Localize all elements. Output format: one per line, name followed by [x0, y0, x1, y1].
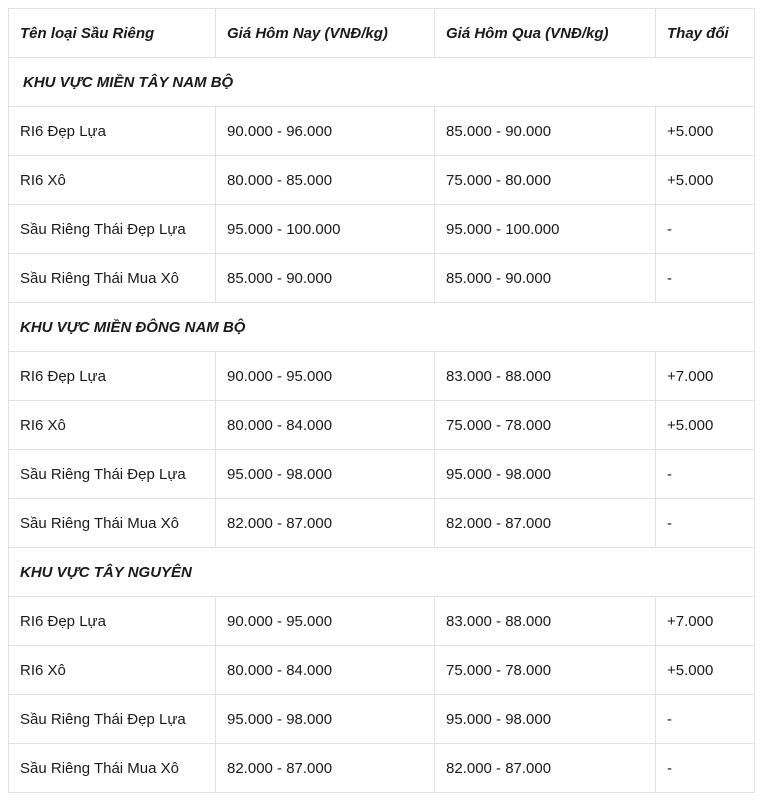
- region-title: KHU VỰC TÂY NGUYÊN: [9, 548, 755, 597]
- yesterday-price: 83.000 - 88.000: [435, 597, 656, 646]
- yesterday-price: 85.000 - 90.000: [435, 254, 656, 303]
- price-change: -: [656, 695, 755, 744]
- table-row: [9, 744, 755, 793]
- durian-name: RI6 Xô: [9, 646, 216, 695]
- header-yesterday-price: Giá Hôm Qua (VNĐ/kg): [435, 9, 656, 58]
- yesterday-price: 82.000 - 87.000: [435, 744, 656, 793]
- price-change: +5.000: [656, 156, 755, 205]
- durian-name: Sầu Riêng Thái Đẹp Lựa: [9, 695, 216, 744]
- price-change: -: [656, 254, 755, 303]
- table-row: [9, 401, 755, 450]
- yesterday-price: 75.000 - 78.000: [435, 646, 656, 695]
- today-price: 85.000 - 90.000: [216, 254, 435, 303]
- header-name: Tên loại Sầu Riêng: [9, 9, 216, 58]
- today-price: 82.000 - 87.000: [216, 744, 435, 793]
- price-change: +5.000: [656, 107, 755, 156]
- table-row: [9, 646, 755, 695]
- durian-name: RI6 Đẹp Lựa: [9, 352, 216, 401]
- yesterday-price: 95.000 - 98.000: [435, 695, 656, 744]
- price-change: -: [656, 450, 755, 499]
- table-row: [9, 450, 755, 499]
- header-change: Thay đổi: [656, 9, 755, 58]
- yesterday-price: 95.000 - 98.000: [435, 450, 656, 499]
- yesterday-price: 75.000 - 80.000: [435, 156, 656, 205]
- table-row: [9, 254, 755, 303]
- today-price: 95.000 - 98.000: [216, 450, 435, 499]
- yesterday-price: 82.000 - 87.000: [435, 499, 656, 548]
- durian-name: RI6 Đẹp Lựa: [9, 107, 216, 156]
- durian-price-table: [8, 8, 755, 793]
- yesterday-price: 75.000 - 78.000: [435, 401, 656, 450]
- today-price: 82.000 - 87.000: [216, 499, 435, 548]
- price-change: +5.000: [656, 401, 755, 450]
- today-price: 90.000 - 95.000: [216, 352, 435, 401]
- durian-name: Sầu Riêng Thái Đẹp Lựa: [9, 205, 216, 254]
- region-row: [9, 303, 755, 352]
- price-change: +5.000: [656, 646, 755, 695]
- header-today-price: Giá Hôm Nay (VNĐ/kg): [216, 9, 435, 58]
- table-row: [9, 107, 755, 156]
- durian-name: Sầu Riêng Thái Mua Xô: [9, 499, 216, 548]
- yesterday-price: 85.000 - 90.000: [435, 107, 656, 156]
- price-change: -: [656, 205, 755, 254]
- price-change: +7.000: [656, 597, 755, 646]
- durian-name: RI6 Xô: [9, 401, 216, 450]
- table-row: [9, 205, 755, 254]
- today-price: 95.000 - 100.000: [216, 205, 435, 254]
- price-change: -: [656, 499, 755, 548]
- yesterday-price: 83.000 - 88.000: [435, 352, 656, 401]
- yesterday-price: 95.000 - 100.000: [435, 205, 656, 254]
- durian-name: Sầu Riêng Thái Đẹp Lựa: [9, 450, 216, 499]
- durian-name: Sầu Riêng Thái Mua Xô: [9, 744, 216, 793]
- table-row: [9, 352, 755, 401]
- region-title: KHU VỰC MIỀN TÂY NAM BỘ: [9, 58, 755, 107]
- today-price: 80.000 - 85.000: [216, 156, 435, 205]
- today-price: 80.000 - 84.000: [216, 401, 435, 450]
- region-row: [9, 58, 755, 107]
- durian-name: Sầu Riêng Thái Mua Xô: [9, 254, 216, 303]
- today-price: 90.000 - 95.000: [216, 597, 435, 646]
- region-row: [9, 548, 755, 597]
- table-row: [9, 499, 755, 548]
- table-row: [9, 156, 755, 205]
- price-table-container: [8, 8, 754, 793]
- durian-name: RI6 Đẹp Lựa: [9, 597, 216, 646]
- table-row: [9, 597, 755, 646]
- price-change: +7.000: [656, 352, 755, 401]
- today-price: 80.000 - 84.000: [216, 646, 435, 695]
- today-price: 95.000 - 98.000: [216, 695, 435, 744]
- price-change: -: [656, 744, 755, 793]
- durian-name: RI6 Xô: [9, 156, 216, 205]
- table-header-row: [9, 9, 755, 58]
- region-title: KHU VỰC MIỀN ĐÔNG NAM BỘ: [9, 303, 755, 352]
- today-price: 90.000 - 96.000: [216, 107, 435, 156]
- table-row: [9, 695, 755, 744]
